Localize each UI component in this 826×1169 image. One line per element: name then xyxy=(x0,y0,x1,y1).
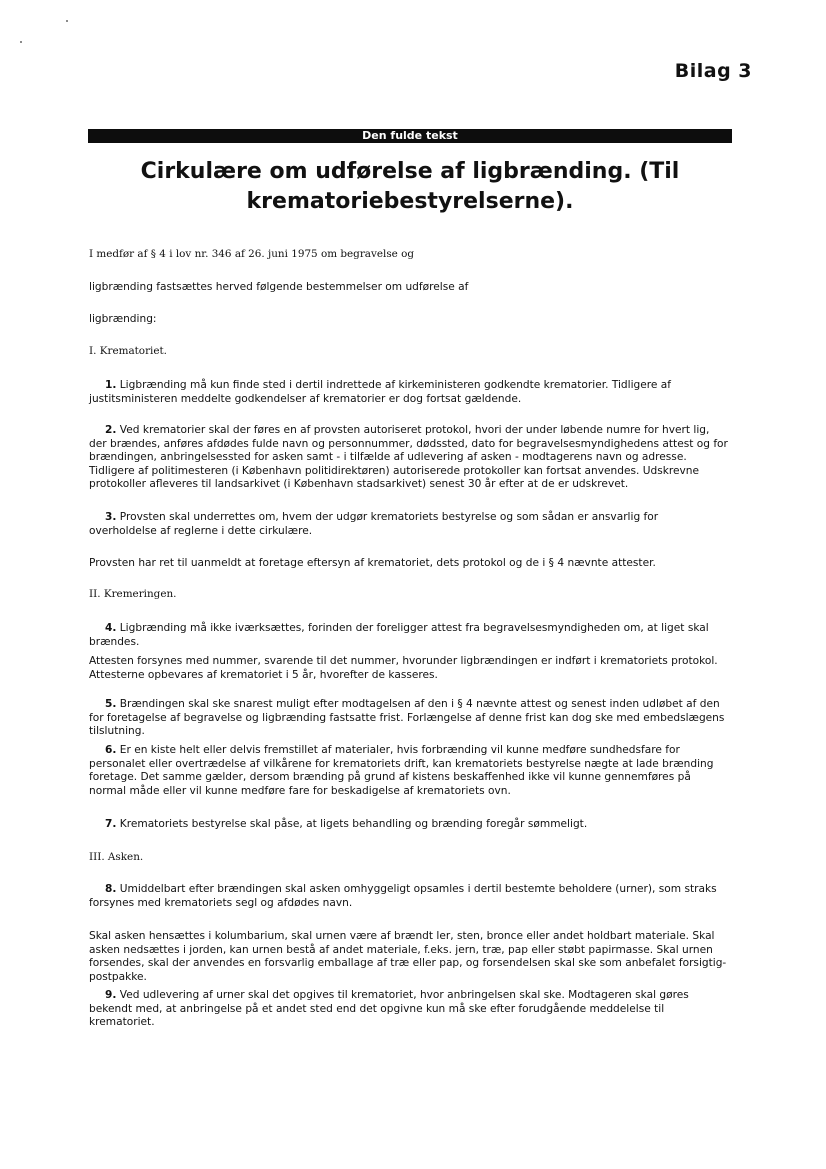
section-heading-2: II. Kremeringen. xyxy=(89,588,177,600)
paragraph-number: 9. xyxy=(105,989,117,1001)
paragraph-8b: Skal asken hensættes i kolumbarium, skal urnen være af brændt ler, sten, bronce eller andet holdbart materiale. Skal asken nedsættes i jorden, kan urnen bestå af andet materiale, f.eks. jern, træ, pap eller støbt papirmasse. Skal urnen forsendes, skal der anvendes en forsvarlig emballage af træ eller pap, og forsendelsen skal ske som anbefalet forsigtig-postpakke. xyxy=(89,930,727,983)
paragraph-text: Ved krematorier skal der føres en af provsten autoriseret protokol, hvori der under løbende numre for hvert lig, der brændes, anføres afdødes fulde navn og personnummer, dødssted, dato for begravelsesmyndighedens attest og for brændingen, anbringelsessted for asken samt - i tilfælde af udlevering af asken - modtagerens navn og adresse. Tidligere af politimesteren (i København politidirektøren) autoriserede protokoller kan fortsat anvendes. Udskrevne protokoller afleveres til landsarkivet (i København stadsarkivet) senest 30 år efter at de er udskrevet. xyxy=(89,424,728,490)
intro-line-2: ligbrænding fastsættes herved følgende bestemmelser om udførelse af xyxy=(89,281,469,293)
paragraph-6 xyxy=(89,744,729,798)
paragraph-number: 4. xyxy=(105,622,117,634)
paragraph-1 xyxy=(89,379,729,406)
paragraph-text: Krematoriets bestyrelse skal påse, at ligets behandling og brænding foregår sømmeligt. xyxy=(119,818,588,830)
paragraph-number: 7. xyxy=(105,818,117,830)
paragraph-text: Brændingen skal ske snarest muligt efter modtagelsen af den i § 4 nævnte attest og senest inden udløbet af den for foretagelse af begravelse og ligbrænding fastsatte frist. Forlængelse af denne frist kan dog ske med embedslægens tilslutning. xyxy=(89,698,725,737)
paragraph-number: 3. xyxy=(105,511,117,523)
paragraph-text: Provsten skal underrettes om, hvem der udgør krematoriets bestyrelse og som sådan er ansvarlig for overholdelse af reglerne i dette cirkulære. xyxy=(89,511,659,537)
document-title xyxy=(100,157,720,217)
paragraph-4 xyxy=(89,622,729,649)
title-line-2: krematoriebestyrelserne). xyxy=(246,189,574,214)
paragraph-9 xyxy=(89,989,729,1030)
intro-line-3: ligbrænding: xyxy=(89,313,157,325)
paragraph-number: 6. xyxy=(105,744,117,756)
paragraph-3 xyxy=(89,511,729,538)
paragraph-number: 5. xyxy=(105,698,117,710)
section-heading-1: I. Krematoriet. xyxy=(89,345,167,357)
section-heading-3: III. Asken. xyxy=(89,851,144,863)
section-banner xyxy=(88,129,732,143)
paragraph-number: 8. xyxy=(105,883,117,895)
paragraph-number: 1. xyxy=(105,379,117,391)
paragraph-text: Ved udlevering af urner skal det opgives til krematoriet, hvor anbringelsen skal ske. Modtageren skal gøres bekendt med, at anbringelse på et andet sted end det opgivne kun må ske efter forudgående meddelelse til krematoriet. xyxy=(89,989,689,1028)
paragraph-text: Ligbrænding må ikke iværksættes, forinden der foreligger attest fra begravelsesmyndigheden om, at liget skal brændes. xyxy=(89,622,709,648)
paragraph-number: 2. xyxy=(105,424,117,436)
attachment-label: Bilag 3 xyxy=(674,60,752,82)
paragraph-7 xyxy=(89,818,729,832)
paragraph-text: Er en kiste helt eller delvis fremstillet af materialer, hvis forbrænding vil kunne medføre sundhedsfare for personalet eller overtrædelse af vilkårene for krematoriets drift, kan krematoriets bestyrelse nægte at lade brænding foretage. Det samme gælder, dersom brænding på grund af kistens beskaffenhed ikke vil kunne gennemføres på normal måde eller vil kunne medføre fare for beskadigelse af krematoriets ovn. xyxy=(89,744,714,797)
banner-label: Den fulde tekst xyxy=(362,129,458,142)
intro-line-1: I medfør af § 4 i lov nr. 346 af 26. juni 1975 om begravelse og xyxy=(89,248,415,260)
paragraph-4b: Attesten forsynes med nummer, svarende til det nummer, hvorunder ligbrændingen er indført i krematoriets protokol. Attesterne opbevares af krematoriet i 5 år, hvorefter de kasseres. xyxy=(89,655,718,681)
scan-speck xyxy=(20,41,22,43)
paragraph-5 xyxy=(89,698,729,739)
scan-speck xyxy=(66,20,68,22)
title-line-1: Cirkulære om udførelse af ligbrænding. (Til xyxy=(140,159,680,184)
paragraph-text: Ligbrænding må kun finde sted i dertil indrettede af kirkeministeren godkendte krematorier. Tidligere af justitsministeren meddelte godkendelser af krematorier er dog fortsat gældende. xyxy=(89,379,671,405)
paragraph-3b: Provsten har ret til uanmeldt at foretage eftersyn af krematoriet, dets protokol og de i § 4 nævnte attester. xyxy=(89,557,656,569)
paragraph-2 xyxy=(89,424,729,492)
paragraph-8 xyxy=(89,883,729,910)
paragraph-text: Umiddelbart efter brændingen skal asken omhyggeligt opsamles i dertil bestemte beholdere (urner), som straks forsynes med krematoriets segl og afdødes navn. xyxy=(89,883,717,909)
